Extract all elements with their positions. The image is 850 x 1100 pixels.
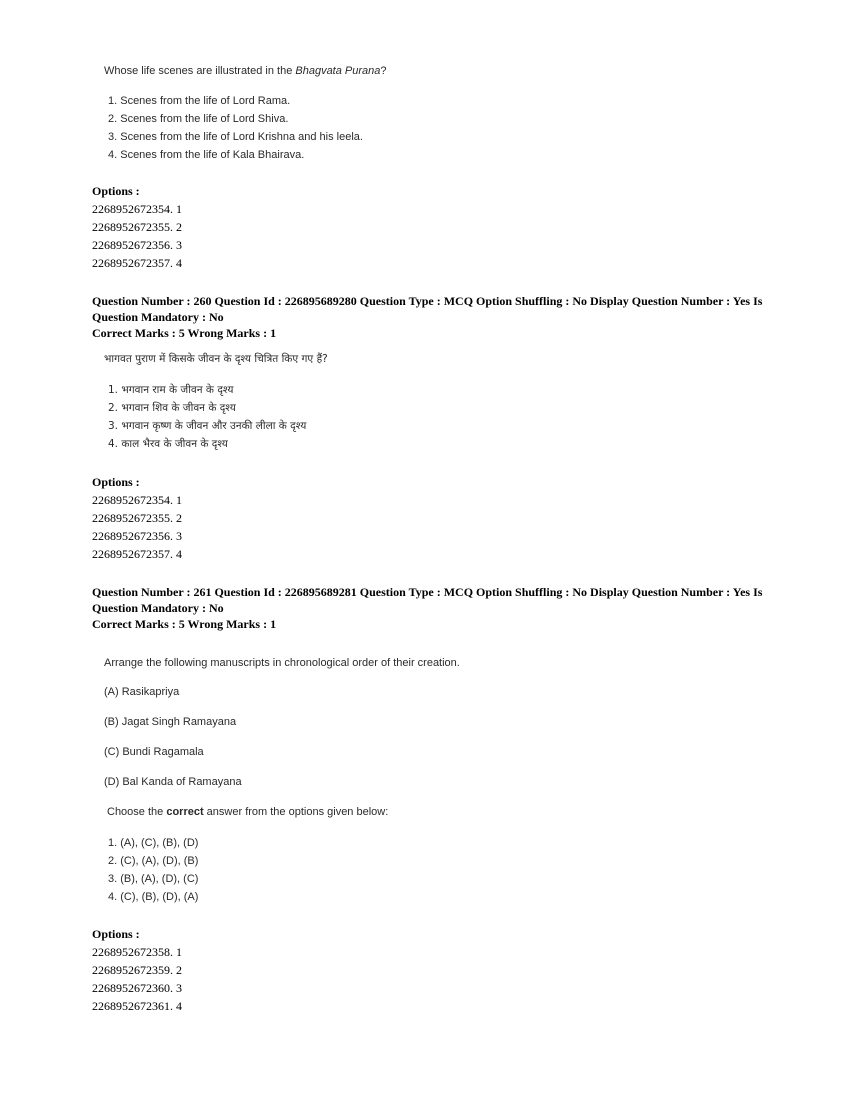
q261-choose-suffix: answer from the options given below: xyxy=(203,806,389,818)
q261-choose-bold: correct xyxy=(166,806,204,818)
q261-option-3: 2268952672360. 3 xyxy=(92,981,182,995)
q260-meta xyxy=(92,293,772,341)
q261-item-d: (D) Bal Kanda of Ramayana xyxy=(104,776,242,788)
q259-options xyxy=(92,182,182,272)
q261-stem: Arrange the following manuscripts in chronological order of their creation. xyxy=(104,657,460,669)
q259-option-2: 2268952672355. 2 xyxy=(92,220,182,234)
q261-meta-line2: Question Mandatory : No xyxy=(92,601,224,615)
q260-choice-1: 1. भगवान राम के जीवन के दृश्य xyxy=(108,384,234,396)
q260-choice-3: 3. भगवान कृष्ण के जीवन और उनकी लीला के दृश्य xyxy=(108,420,307,432)
q261-item-b: (B) Jagat Singh Ramayana xyxy=(104,716,237,728)
q260-meta-line3: Correct Marks : 5 Wrong Marks : 1 xyxy=(92,326,277,340)
q261-choices xyxy=(104,834,198,906)
q259-choice-3: 3. Scenes from the life of Lord Krishna and his leela. xyxy=(108,131,363,143)
q261-meta-line1: Question Number : 261 Question Id : 226895689281 Question Type : MCQ Option Shuffling : No Display Question Number : Yes Is xyxy=(92,585,763,599)
q260-meta-line1: Question Number : 260 Question Id : 226895689280 Question Type : MCQ Option Shuffling : No Display Question Number : Yes Is xyxy=(92,294,763,308)
q259-choices xyxy=(104,92,363,164)
q261-item-a: (A) Rasikapriya xyxy=(104,686,180,698)
q261-choice-3: 3. (B), (A), (D), (C) xyxy=(108,873,199,885)
q261-question-block xyxy=(104,656,460,670)
q260-meta-line2: Question Mandatory : No xyxy=(92,310,224,324)
q259-question-block xyxy=(104,64,387,78)
q259-option-4: 2268952672357. 4 xyxy=(92,256,182,270)
q261-choose-instruction xyxy=(107,806,388,818)
q259-stem-suffix: ? xyxy=(380,65,387,77)
q261-choice-2: 2. (C), (A), (D), (B) xyxy=(108,855,199,867)
q261-choose-prefix: Choose the xyxy=(107,806,167,818)
q260-option-4: 2268952672357. 4 xyxy=(92,547,182,561)
q261-choice-4: 4. (C), (B), (D), (A) xyxy=(108,891,199,903)
q259-stem-italic: Bhagvata Purana xyxy=(295,65,381,77)
q260-choice-4: 4. काल भैरव के जीवन के दृश्य xyxy=(108,438,228,450)
q261-choice-1: 1. (A), (C), (B), (D) xyxy=(108,837,199,849)
q259-choice-4: 4. Scenes from the life of Kala Bhairava. xyxy=(108,149,305,161)
q260-options-label: Options : xyxy=(92,475,140,489)
q260-choice-2: 2. भगवान शिव के जीवन के दृश्य xyxy=(108,402,236,414)
q261-option-1: 2268952672358. 1 xyxy=(92,945,182,959)
q261-meta-line3: Correct Marks : 5 Wrong Marks : 1 xyxy=(92,617,277,631)
q261-meta xyxy=(92,584,772,632)
q261-option-2: 2268952672359. 2 xyxy=(92,963,182,977)
q261-options xyxy=(92,925,182,1015)
q260-option-3: 2268952672356. 3 xyxy=(92,529,182,543)
q261-option-4: 2268952672361. 4 xyxy=(92,999,182,1013)
q259-option-3: 2268952672356. 3 xyxy=(92,238,182,252)
q260-options xyxy=(92,473,182,563)
q259-stem xyxy=(104,64,387,78)
q260-stem: भागवत पुराण में किसके जीवन के दृश्य चित्रित किए गए हैं? xyxy=(104,353,328,365)
q260-option-2: 2268952672355. 2 xyxy=(92,511,182,525)
q261-options-label: Options : xyxy=(92,927,140,941)
q260-choices xyxy=(104,381,306,453)
q261-item-c: (C) Bundi Ragamala xyxy=(104,746,204,758)
q259-choice-2: 2. Scenes from the life of Lord Shiva. xyxy=(108,113,289,125)
q259-options-label: Options : xyxy=(92,184,140,198)
q259-choice-1: 1. Scenes from the life of Lord Rama. xyxy=(108,95,291,107)
q260-question-block xyxy=(104,352,328,366)
q260-option-1: 2268952672354. 1 xyxy=(92,493,182,507)
q259-stem-text: Whose life scenes are illustrated in the xyxy=(104,65,296,77)
q259-option-1: 2268952672354. 1 xyxy=(92,202,182,216)
